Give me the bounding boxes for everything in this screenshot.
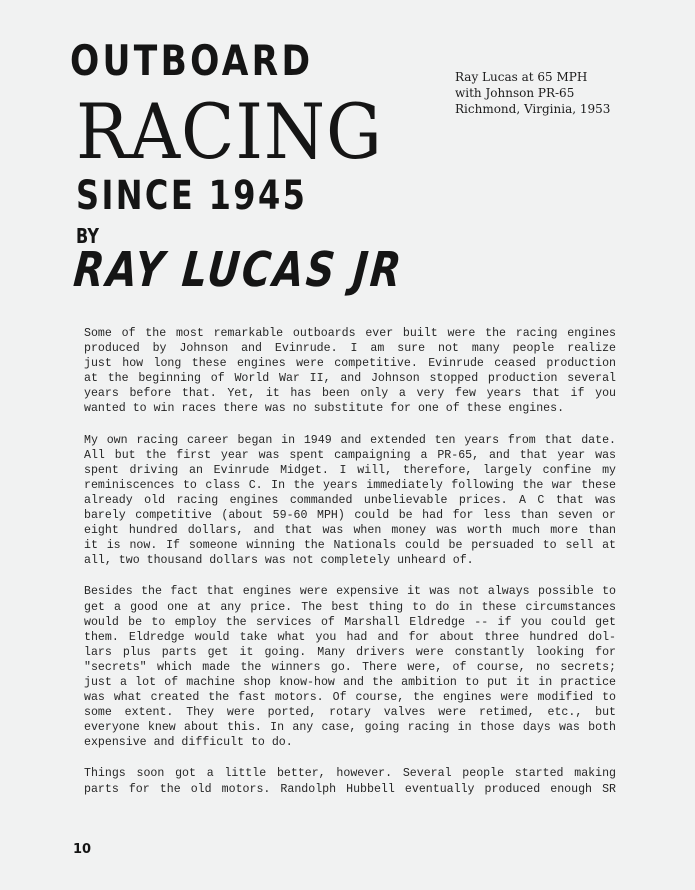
text-line: already old racing engines commanded unbelievable prices. A C that was bbox=[84, 493, 616, 507]
page-number: 10 bbox=[73, 842, 92, 857]
text-line: lars plus parts get it going. Many drivers were constantly looking for bbox=[84, 645, 616, 659]
text-line: all, two thousand dollars was not completely unheard of. bbox=[84, 554, 474, 568]
text-line: them. Eldredge would take what you had and for about three hundred dol- bbox=[84, 630, 616, 644]
text-line: Some of the most remarkable outboards ever built were the racing engines bbox=[84, 327, 616, 340]
text-line: Besides the fact that engines were expensive it was not always possible to bbox=[84, 585, 616, 599]
photo-caption bbox=[455, 69, 685, 117]
title-since-1945: SINCE 1945 bbox=[76, 173, 308, 219]
text-line: some extent. They were ported, rotary valves were retimed, etc., but bbox=[84, 706, 616, 720]
text-line: "secrets" which made the winners go. There were, of course, no secrets; bbox=[84, 660, 616, 674]
text-line: All but the first year was spent campaigning a PR-65, and that year was bbox=[84, 448, 616, 462]
title-by: BY bbox=[76, 224, 99, 248]
text-line: reminiscences to class C. In the years immediately following the war these bbox=[84, 478, 616, 492]
paragraph-1 bbox=[84, 326, 616, 417]
text-line: wanted to win races there was no substitute for one of these engines. bbox=[84, 402, 565, 416]
text-line: would be to employ the services of Marshall Eldredge -- if you could get bbox=[84, 615, 616, 629]
text-line: expensive and difficult to do. bbox=[84, 736, 293, 750]
text-line: parts for the old motors. Randolph Hubbell eventually produced enough SR bbox=[84, 782, 616, 796]
text-line: My own racing career began in 1949 and extended ten years from that date. bbox=[84, 433, 616, 447]
author-name: RAY LUCAS JR bbox=[71, 242, 406, 298]
text-line: everyone knew about this. In any case, going racing in those days was both bbox=[84, 721, 616, 735]
text-line: just how long these engines were competitive. Evinrude ceased production bbox=[84, 357, 616, 371]
text-line: barely competitive (about 59-60 MPH) could be had for less than seven or bbox=[84, 509, 616, 523]
title-outboard: OUTBOARD bbox=[70, 36, 314, 85]
text-line: produced by Johnson and Evinrude. I am sure not many people realize bbox=[84, 342, 616, 356]
text-line: at the beginning of World War II, and Johnson stopped production several bbox=[84, 372, 616, 386]
text-line: spent driving an Evinrude Midget. I will, therefore, largely confine my bbox=[84, 463, 616, 477]
caption-line: Ray Lucas at 65 MPH bbox=[455, 70, 588, 84]
caption-line: with Johnson PR-65 bbox=[455, 86, 575, 100]
paragraph-3 bbox=[84, 584, 616, 750]
text-line: years before that. Yet, it has been only a very few years that if you bbox=[84, 387, 616, 401]
paragraph-2 bbox=[84, 433, 616, 569]
paragraph-4 bbox=[84, 766, 616, 796]
article-body bbox=[84, 326, 616, 813]
text-line: eight hundred dollars, and that was when money was worth much more than bbox=[84, 524, 616, 538]
text-line: it is now. If someone winning the Nationals could be persuaded to sell at bbox=[84, 539, 616, 553]
title-racing: RACING bbox=[76, 87, 383, 176]
text-line: just a lot of machine shop know-how and the ambition to put it in practice bbox=[84, 675, 616, 689]
text-line: Things soon got a little better, however. Several people started making bbox=[84, 767, 616, 781]
caption-line: Richmond, Virginia, 1953 bbox=[455, 102, 611, 116]
text-line: get a good one at any price. The best thing to do in these circumstances bbox=[84, 600, 616, 614]
text-line: was what created the fast motors. Of course, the engines were modified to bbox=[84, 691, 616, 705]
